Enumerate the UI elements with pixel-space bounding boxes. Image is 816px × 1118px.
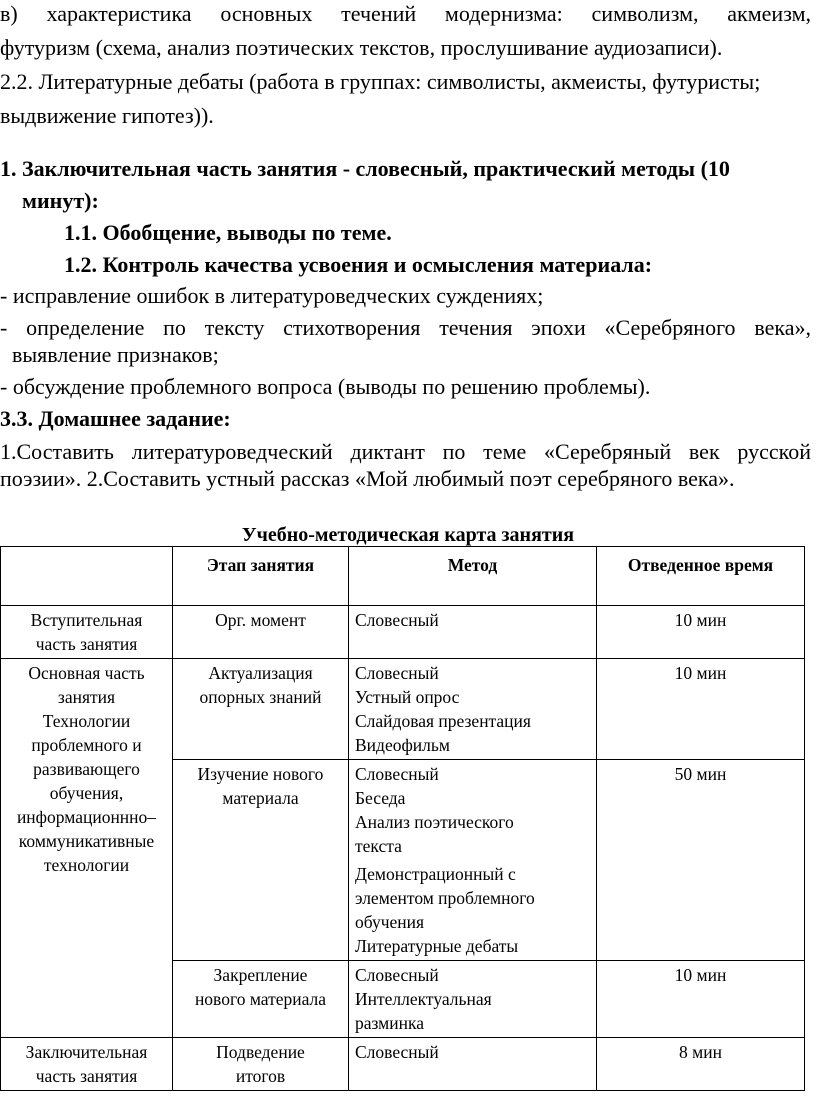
header-cell: Метод xyxy=(349,547,597,606)
list-item: - исправление ошибок в литературоведческих суждениях; xyxy=(0,283,544,308)
paragraph-line: 2.2. Литературные дебаты (работа в группах: символисты, акмеисты, футуристы; xyxy=(0,69,761,94)
section-heading: 1. Заключительная часть занятия - словесный, практический методы (10 xyxy=(0,156,730,181)
list-item-cont: выявление признаков; xyxy=(12,342,219,367)
table-row xyxy=(1,659,805,760)
homework-line: поэзии». 2.Составить устный рассказ «Мой любимый поэт серебряного века». xyxy=(0,466,735,491)
header-cell: Этап занятия xyxy=(173,547,349,606)
paragraph-line: в) характеристика основных течений модернизма: символизм, акмеизм, xyxy=(0,1,811,26)
section-cell: Основная часть занятия Технологии проблемного и развивающего обучения, информационнно– коммуникативные технологии xyxy=(1,659,173,1038)
section-cell: Вступительная часть занятия xyxy=(1,606,173,659)
homework-line: 1.Составить литературоведческий диктант по теме «Серебряный век русской xyxy=(0,439,811,464)
lesson-plan-table xyxy=(0,546,805,1091)
time-cell: 10 мин xyxy=(597,659,805,760)
time-cell: 8 мин xyxy=(597,1038,805,1091)
time-cell: 50 мин xyxy=(597,760,805,961)
time-cell: 10 мин xyxy=(597,606,805,659)
table-row xyxy=(1,606,805,659)
table-header-row xyxy=(1,547,805,606)
section-heading-cont: минут): xyxy=(22,188,99,213)
table-row xyxy=(1,1038,805,1091)
time-cell: 10 мин xyxy=(597,961,805,1038)
header-cell: Отведенное время xyxy=(597,547,805,606)
paragraph-line: футуризм (схема, анализ поэтических текстов, прослушивание аудиозаписи). xyxy=(0,35,723,60)
method-cell: Словесный xyxy=(349,606,597,659)
table-caption: Учебно-методическая карта занятия xyxy=(241,524,575,546)
list-item: - определение по тексту стихотворения течения эпохи «Серебряного века», xyxy=(0,315,811,340)
stage-cell: Актуализация опорных знаний xyxy=(173,659,349,760)
method-cell: Словесный Беседа Анализ поэтического текста Демонстрационный с элементом проблемного обучения Литературные дебаты xyxy=(349,760,597,961)
stage-cell: Изучение нового материала xyxy=(173,760,349,961)
paragraph-line: выдвижение гипотез)). xyxy=(0,103,214,128)
stage-cell: Подведение итогов xyxy=(173,1038,349,1091)
method-cell: Словесный xyxy=(349,1038,597,1091)
method-cell: Словесный Интеллектуальная разминка xyxy=(349,961,597,1038)
subheading-1-1: 1.1. Обобщение, выводы по теме. xyxy=(64,220,392,245)
method-cell: Словесный Устный опрос Слайдовая презентация Видеофильм xyxy=(349,659,597,760)
section-cell: Заключительная часть занятия xyxy=(1,1038,173,1091)
stage-cell: Орг. момент xyxy=(173,606,349,659)
homework-heading: 3.3. Домашнее задание: xyxy=(0,406,231,431)
subheading-1-2: 1.2. Контроль качества усвоения и осмысления материала: xyxy=(64,252,653,277)
header-cell xyxy=(1,547,173,606)
stage-cell: Закрепление нового материала xyxy=(173,961,349,1038)
list-item: - обсуждение проблемного вопроса (выводы по решению проблемы). xyxy=(0,374,651,399)
